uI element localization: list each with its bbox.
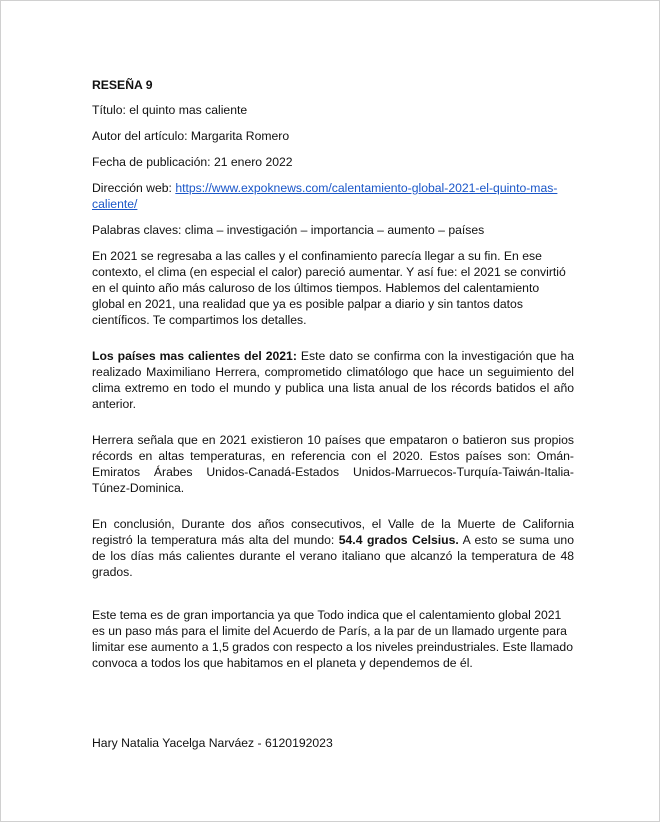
conclusion-paragraph: [92, 516, 574, 580]
countries-paragraph: [92, 348, 574, 412]
countries-heading: Los países mas calientes del 2021:: [92, 349, 297, 363]
importance-paragraph: Este tema es de gran importancia ya que Todo indica que el calentamiento global 2021 es un paso más para el limite del Acuerdo de París, a la par de un llamado urgente para limitar ese aumento a 1,5 grados con respecto a los niveles preindustriales. Este llamado convoca a todos los que habitamos en el planeta y dependemos de él.: [92, 608, 573, 670]
conclusion-text-a: En conclusión, Durante dos años consecutivos, el Valle de la Muerte de California registró la temperatura más alta del mundo:: [92, 517, 574, 547]
date-line: Fecha de publicación: 21 enero 2022: [92, 155, 293, 169]
temperature-value: 54.4 grados Celsius.: [338, 533, 459, 547]
document-body: [92, 77, 574, 751]
conclusion-text-b: A esto se suma uno de los días más calientes durante el verano italiano que alcanzó la temperatura de 48 grados.: [92, 533, 574, 579]
article-link[interactable]: https://www.expoknews.com/calentamiento-global-2021-el-quinto-mas-caliente/: [92, 181, 558, 211]
review-heading: RESEÑA 9: [92, 78, 153, 92]
title-line: Título: el quinto mas caliente: [92, 103, 248, 117]
countries-text: Este dato se confirma con la investigación que ha realizado Maximiliano Herrera, comprometido climatólogo que hace un seguimiento del clima extremo en todo el mundo y publica una lista anual de los récords batidos el año anterior.: [92, 349, 575, 411]
keywords-line: Palabras claves: clima – investigación – importancia – aumento – países: [92, 223, 485, 237]
author-line: Autor del artículo: Margarita Romero: [92, 129, 290, 143]
author-signature: Hary Natalia Yacelga Narváez - 6120192023: [92, 736, 333, 750]
url-label: Dirección web:: [92, 181, 176, 195]
records-paragraph: Herrera señala que en 2021 existieron 10 países que empataron o batieron sus propios récords en altas temperaturas, en referencia con el 2020. Estos países son: Omán-Emiratos Árabes Unidos-Canadá-Estados Unidos-Marruecos-Turquía-Taiwán-Italia-Túnez-Dominica.: [92, 433, 574, 495]
url-line: [92, 180, 574, 212]
intro-paragraph: En 2021 se regresaba a las calles y el confinamiento parecía llegar a su fin. En ese contexto, el clima (en especial el calor) pareció aumentar. Y así fue: el 2021 se convirtió en el quinto año más caluroso de los últimos tiempos. Hablemos del calentamiento global en 2021, una realidad que ya es posible palpar a diario y sin tantos datos científicos. Te compartimos los detalles.: [92, 249, 566, 327]
